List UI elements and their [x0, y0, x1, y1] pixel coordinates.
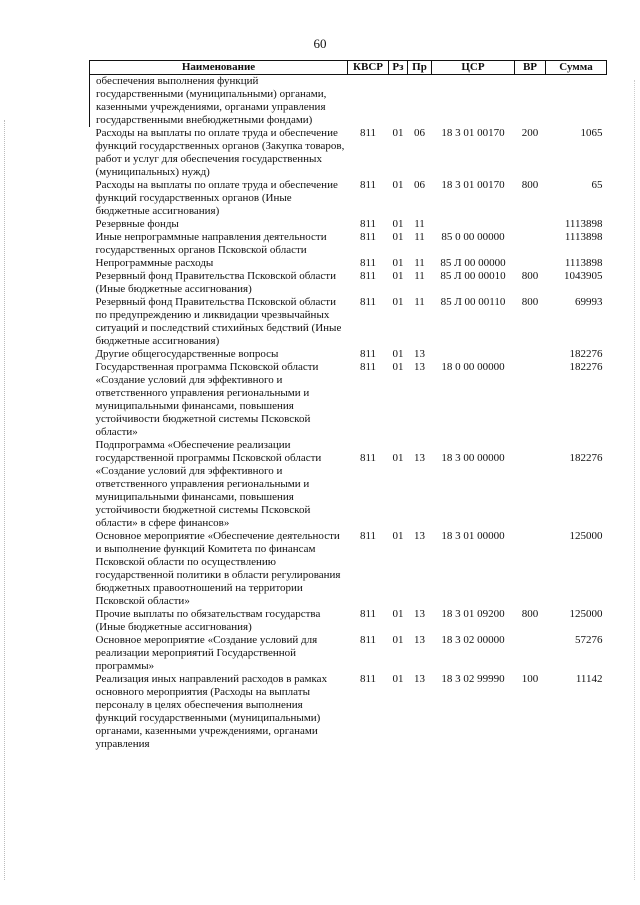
cell-kvsr: 811 [359, 608, 377, 620]
table-row [90, 673, 607, 751]
cell-kvsr: 811 [359, 218, 377, 230]
cell-rz: 01 [392, 530, 404, 542]
table-row [90, 257, 607, 270]
cell-name: Резервный фонд Правительства Псковской области (Иные бюджетные ассигнования) [95, 270, 336, 295]
cell-rz: 01 [392, 218, 404, 230]
header-csr: ЦСР [432, 61, 515, 75]
cell-csr: 18 3 02 00000 [441, 634, 505, 646]
cell-vr [515, 530, 546, 608]
cell-sum [546, 75, 607, 128]
cell-pr: 13 [414, 673, 425, 685]
cell-vr: 100 [521, 673, 539, 685]
cell-name: Реализация иных направлений расходов в рамках основного мероприятия (Расходы на выплаты персоналу в целях обеспечения выполнения функций государственными (муниципальными) органами, казенными учреждениями, органами управления [95, 673, 328, 750]
cell-kvsr: 811 [359, 257, 377, 269]
cell-pr: 06 [414, 127, 425, 139]
cell-sum: 182276 [569, 452, 603, 464]
cell-kvsr [348, 75, 389, 128]
cell-vr: 800 [521, 608, 539, 620]
cell-csr: 85 0 00 00000 [441, 231, 505, 243]
cell-vr [515, 634, 546, 673]
cell-sum: 69993 [575, 296, 603, 308]
cell-kvsr: 811 [359, 530, 377, 542]
cell-vr [515, 218, 546, 231]
header-sum: Сумма [546, 61, 607, 75]
cell-csr: 85 Л 00 00110 [440, 296, 506, 308]
cell-pr: 13 [414, 452, 425, 464]
cell-kvsr: 811 [359, 673, 377, 685]
cell-name: Резервные фонды [95, 218, 179, 230]
cell-name: обеспечения выполнения функций государственными (муниципальными) органами, казенными учреждениями, органами управления государственными внебюджетными фондами) [90, 75, 348, 128]
cell-name: Другие общегосударственные вопросы [95, 348, 279, 360]
cell-sum: 1113898 [564, 257, 603, 269]
table-row [90, 270, 607, 296]
budget-table [89, 60, 607, 751]
cell-csr: 18 0 00 00000 [441, 361, 505, 373]
cell-rz: 01 [392, 348, 404, 360]
cell-rz: 01 [392, 179, 404, 191]
cell-vr: 800 [521, 179, 539, 191]
table-row [90, 218, 607, 231]
cell-pr: 11 [414, 296, 425, 308]
cell-csr: 18 3 01 09200 [441, 608, 505, 620]
table-row [90, 231, 607, 257]
cell-pr: 13 [414, 348, 425, 360]
cell-csr: 18 3 00 00000 [441, 452, 505, 464]
table-row [90, 361, 607, 439]
cell-vr [515, 361, 546, 439]
cell-csr [432, 75, 515, 128]
cell-vr: 200 [521, 127, 539, 139]
cell-rz: 01 [392, 608, 404, 620]
cell-kvsr: 811 [359, 452, 377, 464]
cell-pr: 13 [414, 530, 425, 542]
cell-vr [515, 231, 546, 257]
scan-edge-right [634, 80, 636, 880]
table-row [90, 530, 607, 608]
cell-pr: 11 [414, 270, 425, 282]
cell-vr: 800 [521, 296, 539, 308]
cell-rz: 01 [392, 257, 404, 269]
cell-csr: 85 Л 00 00000 [440, 257, 506, 269]
table-row [90, 634, 607, 673]
cell-pr: 11 [414, 257, 425, 269]
cell-name: Подпрограмма «Обеспечение реализации государственной программы Псковской области «Создание условий для эффективного и ответственного управления региональными и муниципальными финансами, повышения устойчивости бюджетной системы Псковской области» в сфере финансов» [95, 439, 322, 529]
table-row [90, 296, 607, 348]
cell-sum: 125000 [569, 530, 603, 542]
cell-sum: 65 [591, 179, 603, 191]
table-row [90, 127, 607, 179]
cell-rz: 01 [392, 127, 404, 139]
cell-pr: 06 [414, 179, 425, 191]
header-name: Наименование [90, 61, 348, 75]
cell-kvsr: 811 [359, 179, 377, 191]
cell-name: Расходы на выплаты по оплате труда и обеспечение функций государственных органов (Иные бюджетные ассигнования) [95, 179, 338, 217]
cell-name: Основное мероприятие «Обеспечение деятельности и выполнение функций Комитета по финансам Псковской области по осуществлению государственной политики в области регулирования бюджетных правоотношений на территории Псковской области» [95, 530, 341, 607]
cell-sum: 1113898 [564, 231, 603, 243]
cell-rz: 01 [392, 296, 404, 308]
cell-sum: 1043905 [564, 270, 603, 282]
cell-sum: 1113898 [564, 218, 603, 230]
cell-kvsr: 811 [359, 361, 377, 373]
cell-kvsr: 811 [359, 634, 377, 646]
cell-kvsr: 811 [359, 231, 377, 243]
cell-csr: 85 Л 00 00010 [440, 270, 506, 282]
header-rz: Рз [389, 61, 408, 75]
cell-csr: 18 3 01 00170 [441, 179, 505, 191]
table-row [90, 179, 607, 218]
cell-sum: 182276 [569, 361, 603, 373]
cell-name: Расходы на выплаты по оплате труда и обеспечение функций государственных органов (Закупка товаров, работ и услуг для обеспечения государственных (муниципальных) нужд) [95, 127, 345, 178]
table-row [90, 439, 607, 530]
cell-rz: 01 [392, 270, 404, 282]
table-row [90, 75, 607, 128]
table-body [90, 75, 607, 752]
cell-kvsr: 811 [359, 348, 377, 360]
header-vr: ВР [515, 61, 546, 75]
cell-csr: 18 3 01 00170 [441, 127, 505, 139]
cell-rz: 01 [392, 634, 404, 646]
cell-pr: 11 [414, 218, 425, 230]
cell-name: Резервный фонд Правительства Псковской области по предупреждению и ликвидации чрезвычайных ситуаций и последствий стихийных бедствий (Иные бюджетные ассигнования) [95, 296, 342, 347]
table-row [90, 348, 607, 361]
cell-pr: 13 [414, 361, 425, 373]
cell-csr [432, 218, 515, 231]
cell-csr: 18 3 02 99990 [441, 673, 505, 685]
cell-rz: 01 [392, 231, 404, 243]
cell-csr: 18 3 01 00000 [441, 530, 505, 542]
cell-vr [515, 75, 546, 128]
cell-kvsr: 811 [359, 127, 377, 139]
cell-rz: 01 [392, 673, 404, 685]
cell-rz: 01 [392, 361, 404, 373]
cell-sum: 1065 [580, 127, 603, 139]
cell-sum: 125000 [569, 608, 603, 620]
cell-kvsr: 811 [359, 296, 377, 308]
scan-edge-left [4, 120, 6, 880]
cell-vr [515, 439, 546, 530]
cell-name: Иные непрограммные направления деятельности государственных органов Псковской области [95, 231, 327, 256]
cell-sum: 11142 [575, 673, 603, 685]
cell-rz: 01 [392, 452, 404, 464]
cell-vr: 800 [521, 270, 539, 282]
cell-name: Непрограммные расходы [95, 257, 214, 269]
cell-pr: 13 [414, 634, 425, 646]
header-pr: Пр [408, 61, 432, 75]
header-kvsr: КВСР [348, 61, 389, 75]
cell-pr: 13 [414, 608, 425, 620]
cell-sum: 182276 [569, 348, 603, 360]
cell-pr: 11 [414, 231, 425, 243]
cell-pr [408, 75, 432, 128]
cell-name: Основное мероприятие «Создание условий для реализации мероприятий Государственной программы» [95, 634, 318, 672]
cell-sum: 57276 [575, 634, 603, 646]
cell-vr [515, 348, 546, 361]
cell-vr [515, 257, 546, 270]
cell-csr [432, 348, 515, 361]
table-header-row [90, 61, 607, 75]
cell-name: Государственная программа Псковской области «Создание условий для эффективного и ответственного управления региональными и муниципальными финансами, повышения устойчивости бюджетной системы Псковской области» [95, 361, 319, 438]
cell-kvsr: 811 [359, 270, 377, 282]
table-row [90, 608, 607, 634]
page-number: 60 [313, 36, 327, 51]
cell-name: Прочие выплаты по обязательствам государства (Иные бюджетные ассигнования) [95, 608, 321, 633]
cell-rz [389, 75, 408, 128]
